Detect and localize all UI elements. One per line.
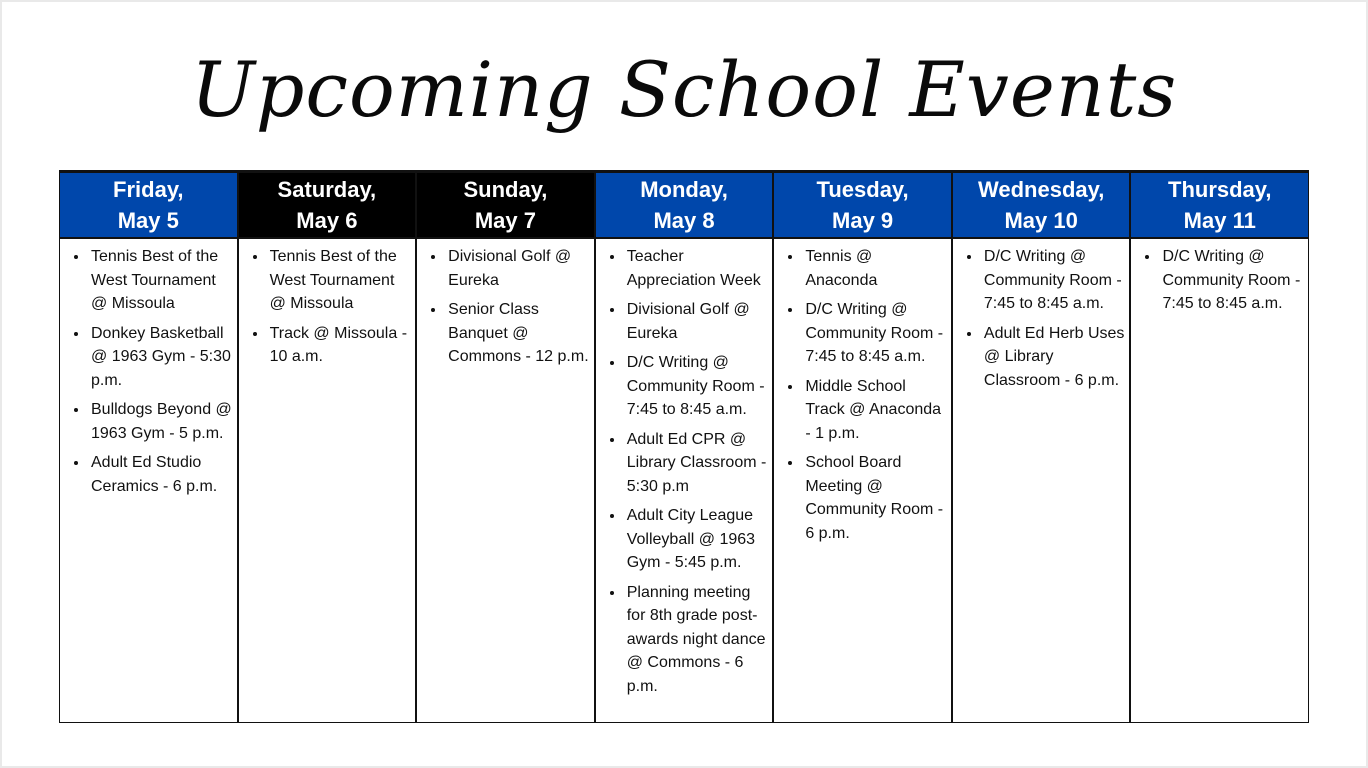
event-item: • Senior Class Banquet @ Commons - 12 p.m. — [446, 298, 590, 369]
day-weekday: Thursday, — [1168, 177, 1272, 202]
day-date: May 9 — [832, 208, 894, 233]
day-column-monday — [596, 171, 775, 722]
day-header — [774, 171, 951, 239]
day-column-wednesday — [953, 171, 1132, 722]
event-item: • Planning meeting for 8th grade post-awards night dance @ Commons - 6 p.m. — [625, 581, 769, 699]
event-item: • Middle School Track @ Anaconda - 1 p.m. — [803, 375, 947, 446]
event-item: • D/C Writing @ Community Room - 7:45 to 8:45 a.m. — [803, 298, 947, 369]
day-column-sunday — [417, 171, 596, 722]
event-item: • D/C Writing @ Community Room - 7:45 to 8:45 a.m. — [625, 351, 769, 422]
day-header — [60, 171, 237, 239]
day-events — [417, 239, 594, 722]
event-item: • Donkey Basketball @ 1963 Gym - 5:30 p.m. — [89, 322, 233, 393]
day-weekday: Wednesday, — [978, 177, 1105, 202]
day-column-thursday — [1131, 171, 1308, 722]
event-item: • Tennis Best of the West Tournament @ Missoula — [89, 245, 233, 316]
day-weekday: Friday, — [113, 177, 184, 202]
day-weekday: Saturday, — [277, 177, 377, 202]
slide — [2, 2, 1366, 766]
event-item: • Track @ Missoula - 10 a.m. — [268, 322, 412, 369]
page-title: Upcoming School Events — [190, 45, 1178, 134]
event-item: • Tennis Best of the West Tournament @ Missoula — [268, 245, 412, 316]
day-weekday: Monday, — [640, 177, 728, 202]
event-item: • Bulldogs Beyond @ 1963 Gym - 5 p.m. — [89, 398, 233, 445]
day-date: May 10 — [1004, 208, 1078, 233]
day-date: May 5 — [117, 208, 179, 233]
event-item: • Adult City League Volleyball @ 1963 Gym - 5:45 p.m. — [625, 504, 769, 575]
event-item: • Divisional Golf @ Eureka — [625, 298, 769, 345]
day-column-saturday — [239, 171, 418, 722]
day-events — [60, 239, 237, 722]
event-item: • Adult Ed CPR @ Library Classroom - 5:30 p.m — [625, 428, 769, 499]
event-item: • Teacher Appreciation Week — [625, 245, 769, 292]
day-events — [1131, 239, 1308, 722]
event-item: • School Board Meeting @ Community Room - 6 p.m. — [803, 451, 947, 545]
day-column-friday — [60, 171, 239, 722]
events-calendar — [59, 170, 1309, 723]
event-item: • D/C Writing @ Community Room - 7:45 to 8:45 a.m. — [982, 245, 1126, 316]
event-item: • Tennis @ Anaconda — [803, 245, 947, 292]
day-header — [953, 171, 1130, 239]
day-header — [417, 171, 594, 239]
event-item: • Adult Ed Herb Uses @ Library Classroom - 6 p.m. — [982, 322, 1126, 393]
day-header — [239, 171, 416, 239]
day-date: May 7 — [474, 208, 537, 233]
day-header — [596, 171, 773, 239]
day-events — [239, 239, 416, 722]
day-events — [596, 239, 773, 722]
event-item: • Adult Ed Studio Ceramics - 6 p.m. — [89, 451, 233, 498]
event-item: • Divisional Golf @ Eureka — [446, 245, 590, 292]
day-column-tuesday — [774, 171, 953, 722]
day-weekday: Sunday, — [463, 177, 548, 202]
day-date: May 11 — [1183, 208, 1256, 233]
day-events — [953, 239, 1130, 722]
day-date: May 6 — [296, 208, 358, 233]
day-date: May 8 — [653, 208, 715, 233]
day-weekday: Tuesday, — [816, 177, 909, 202]
day-header — [1131, 171, 1308, 239]
event-item: • D/C Writing @ Community Room - 7:45 to 8:45 a.m. — [1160, 245, 1304, 316]
day-events — [774, 239, 951, 722]
